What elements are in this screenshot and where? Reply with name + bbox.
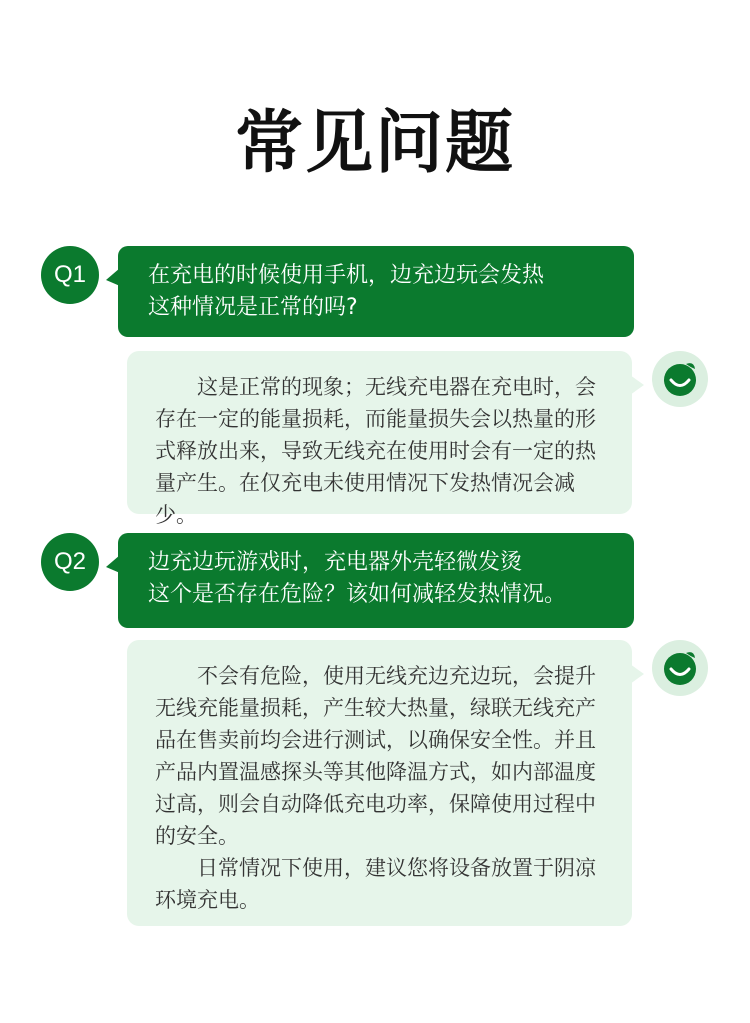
smiley-icon	[652, 351, 708, 407]
q2-answer-paragraph-1: 不会有危险，使用无线充边充边玩，会提升无线充能量损耗，产生较大热量，绿联无线充产品在售卖前均会进行测试，以确保安全性。并且产品内置温感探头等其他降温方式，如内部温度过高，则会自动降低充电功率，保障使用过程中的安全。	[155, 664, 596, 848]
page-title: 常见问题	[234, 104, 515, 183]
q1-answer-bubble	[127, 351, 632, 527]
q2-question-line-1: 边充边玩游戏时，充电器外壳轻微发烫	[148, 550, 523, 575]
q2-answer-bubble	[127, 640, 632, 926]
q1-badge: Q1	[41, 246, 99, 304]
q1-question-bubble	[118, 246, 634, 337]
q2-question-bubble	[118, 533, 634, 628]
q1-question-line-2: 这种情况是正常的吗?	[148, 295, 358, 320]
q2-answer-paragraph-2: 日常情况下使用，建议您将设备放置于阴凉环境充电。	[155, 856, 596, 912]
smiley-icon	[652, 640, 708, 696]
q2-question-line-2: 这个是否存在危险？该如何减轻发热情况。	[148, 582, 567, 607]
q2-badge: Q2	[41, 533, 99, 591]
q1-question-line-1: 在充电的时候使用手机，边充边玩会发热	[148, 263, 545, 288]
q1-answer-paragraph-1: 这是正常的现象；无线充电器在充电时，会存在一定的能量损耗，而能量损失会以热量的形式释放出来，导致无线充在使用时会有一定的热量产生。在仅充电未使用情况下发热情况会减少。	[155, 375, 596, 527]
